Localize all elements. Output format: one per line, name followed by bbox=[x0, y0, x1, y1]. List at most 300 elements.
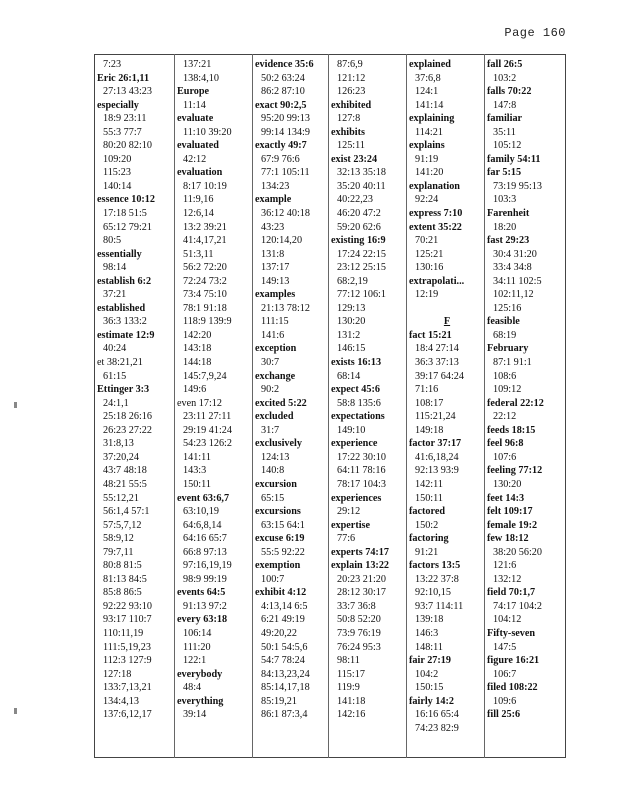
index-reference: 28:12 30:17 bbox=[337, 587, 386, 599]
index-reference: 78:1 91:18 bbox=[183, 302, 227, 314]
index-reference: 81:13 84:5 bbox=[103, 573, 147, 585]
index-reference: 29:12 bbox=[337, 506, 361, 518]
index-term: evidence 35:6 bbox=[255, 59, 314, 70]
index-term: estimate 12:9 bbox=[97, 329, 155, 341]
index-term: exists 16:13 bbox=[331, 357, 382, 369]
index-reference: 50:1 54:5,6 bbox=[261, 641, 308, 653]
index-term: explains bbox=[409, 140, 445, 152]
index-term: familiar bbox=[487, 113, 523, 125]
index-term: figure 16:21 bbox=[487, 655, 540, 667]
index-reference: 149:6 bbox=[183, 384, 207, 396]
index-reference: 93:7 114:11 bbox=[415, 600, 464, 612]
index-reference: 87:6,9 bbox=[337, 59, 363, 70]
index-column-2 bbox=[177, 58, 253, 722]
index-reference: 145:7,9,24 bbox=[183, 370, 227, 382]
index-reference: 20:23 21:20 bbox=[337, 573, 386, 585]
index-reference: 99:14 134:9 bbox=[261, 126, 310, 138]
index-reference: 56:1,4 57:1 bbox=[103, 506, 150, 518]
index-reference: 34:11 102:5 bbox=[493, 275, 542, 287]
index-term: fill 25:6 bbox=[487, 709, 521, 721]
index-reference: et 38:21,21 bbox=[97, 357, 143, 369]
index-reference: 51:3,11 bbox=[183, 248, 214, 260]
index-reference: 106:14 bbox=[183, 627, 212, 639]
index-reference: 115:17 bbox=[337, 668, 365, 680]
index-term: explaining bbox=[409, 113, 455, 125]
index-term: far 5:15 bbox=[487, 167, 522, 179]
column-divider bbox=[174, 54, 175, 758]
index-reference: 37:6,8 bbox=[415, 72, 441, 84]
index-reference: 43:7 48:18 bbox=[103, 465, 147, 477]
index-term: evaluate bbox=[177, 113, 214, 125]
index-reference: 13:2 39:21 bbox=[183, 221, 227, 233]
index-reference: 142:11 bbox=[415, 478, 443, 490]
index-term: excursion bbox=[255, 478, 297, 490]
index-reference: 142:16 bbox=[337, 709, 366, 721]
index-reference: 31:8,13 bbox=[103, 438, 134, 450]
index-reference: 36:3 133:2 bbox=[103, 316, 147, 328]
index-reference: 137:21 bbox=[183, 59, 212, 70]
index-reference: 25:18 26:16 bbox=[103, 411, 152, 423]
index-reference: 115:23 bbox=[103, 167, 131, 179]
index-reference: 64:6,8,14 bbox=[183, 519, 222, 531]
index-reference: 17:24 22:15 bbox=[337, 248, 386, 260]
index-term: explanation bbox=[409, 180, 460, 192]
index-term: example bbox=[255, 194, 292, 206]
index-term: family 54:11 bbox=[487, 153, 541, 165]
index-term: exhibited bbox=[331, 99, 372, 111]
index-reference: 111:15 bbox=[261, 316, 289, 328]
index-reference: 36:12 40:18 bbox=[261, 208, 310, 220]
index-reference: 141:11 bbox=[183, 451, 211, 463]
index-reference: 63:10,19 bbox=[183, 506, 219, 518]
index-term: Farenheit bbox=[487, 208, 530, 220]
index-reference: 127:8 bbox=[337, 113, 361, 125]
index-reference: 18:9 23:11 bbox=[103, 113, 147, 125]
index-reference: 125:21 bbox=[415, 248, 444, 260]
index-term: explain 13:22 bbox=[331, 560, 390, 572]
index-term: exhibit 4:12 bbox=[255, 587, 307, 599]
scan-mark bbox=[14, 708, 17, 714]
index-reference: 95:20 99:13 bbox=[261, 113, 310, 125]
index-term: every 63:18 bbox=[177, 614, 228, 626]
index-reference: 50:2 63:24 bbox=[261, 72, 305, 84]
index-reference: 92:22 93:10 bbox=[103, 600, 152, 612]
index-term: factors 13:5 bbox=[409, 560, 461, 572]
index-term: excited 5:22 bbox=[255, 397, 307, 409]
index-reference: 131:8 bbox=[261, 248, 285, 260]
index-reference: 105:12 bbox=[493, 140, 522, 152]
index-term: felt 109:17 bbox=[487, 506, 533, 518]
index-reference: 129:13 bbox=[337, 302, 366, 314]
index-reference: 147:8 bbox=[493, 99, 517, 111]
index-reference: 149:10 bbox=[337, 424, 366, 436]
index-term: excluded bbox=[255, 411, 294, 423]
index-term: fall 26:5 bbox=[487, 59, 523, 70]
index-term: Fifty-seven bbox=[487, 627, 536, 639]
index-column-5 bbox=[409, 58, 485, 735]
index-reference: 40:22,23 bbox=[337, 194, 373, 206]
index-reference: 11:14 bbox=[183, 99, 206, 111]
index-reference: 41:6,18,24 bbox=[415, 451, 459, 463]
index-term: filed 108:22 bbox=[487, 682, 538, 694]
index-term: express 7:10 bbox=[409, 208, 463, 220]
index-reference: 77:6 bbox=[337, 533, 356, 545]
index-reference: 142:20 bbox=[183, 329, 212, 341]
index-reference: 35:11 bbox=[493, 126, 516, 138]
index-reference: 63:15 64:1 bbox=[261, 519, 305, 531]
index-term: explained bbox=[409, 59, 451, 70]
index-reference: 139:18 bbox=[415, 614, 444, 626]
index-column-1 bbox=[97, 58, 173, 722]
index-reference: 39:14 bbox=[183, 709, 207, 721]
index-term: feel 96:8 bbox=[487, 438, 524, 450]
index-reference: 68:14 bbox=[337, 370, 361, 382]
index-reference: 77:12 106:1 bbox=[337, 289, 386, 301]
index-reference: 71:16 bbox=[415, 384, 439, 396]
index-reference: 121:12 bbox=[337, 72, 366, 84]
index-term: existing 16:9 bbox=[331, 235, 386, 247]
index-reference: 74:17 104:2 bbox=[493, 600, 542, 612]
index-reference: 120:14,20 bbox=[261, 235, 303, 247]
index-reference: 43:23 bbox=[261, 221, 285, 233]
index-reference: 80:8 81:5 bbox=[103, 560, 142, 572]
index-reference: 86:2 87:10 bbox=[261, 86, 305, 98]
index-reference: 42:12 bbox=[183, 153, 207, 165]
index-reference: 33:7 36:8 bbox=[337, 600, 376, 612]
index-reference: 87:1 91:1 bbox=[493, 357, 532, 369]
index-reference: 130:20 bbox=[337, 316, 366, 328]
index-reference: 103:3 bbox=[493, 194, 517, 206]
index-reference: 16:16 65:4 bbox=[415, 709, 459, 721]
index-reference: 66:8 97:13 bbox=[183, 546, 227, 558]
index-reference: 150:15 bbox=[415, 682, 444, 694]
index-reference: 41:4,17,21 bbox=[183, 235, 227, 247]
index-reference: 130:20 bbox=[493, 478, 522, 490]
index-reference: 85:8 86:5 bbox=[103, 587, 142, 599]
index-term: factor 37:17 bbox=[409, 438, 462, 450]
index-reference: 65:15 bbox=[261, 492, 285, 504]
index-reference: 92:24 bbox=[415, 194, 439, 206]
index-reference: 18:20 bbox=[493, 221, 517, 233]
index-reference: 55:5 92:22 bbox=[261, 546, 305, 558]
index-reference: 134:4,13 bbox=[103, 695, 139, 707]
index-reference: 149:13 bbox=[261, 275, 290, 287]
index-reference: 93:17 110:7 bbox=[103, 614, 152, 626]
index-reference: 114:21 bbox=[415, 126, 443, 138]
index-reference: 77:1 105:11 bbox=[261, 167, 310, 179]
index-term: essentially bbox=[97, 248, 142, 260]
index-term: female 19:2 bbox=[487, 519, 538, 531]
index-reference: 84:13,23,24 bbox=[261, 668, 310, 680]
index-reference: 7:23 bbox=[103, 59, 122, 70]
index-reference: 107:6 bbox=[493, 451, 517, 463]
index-reference: 91:19 bbox=[415, 153, 439, 165]
index-reference: 54:7 78:24 bbox=[261, 655, 305, 667]
index-reference: 70:21 bbox=[415, 235, 439, 247]
index-reference: 141:14 bbox=[415, 99, 444, 111]
index-reference: 59:20 62:6 bbox=[337, 221, 381, 233]
index-reference: 148:11 bbox=[415, 641, 443, 653]
index-term: everything bbox=[177, 695, 224, 707]
index-reference: 143:18 bbox=[183, 343, 212, 355]
index-term: experiences bbox=[331, 492, 382, 504]
index-reference: 92:10,15 bbox=[415, 587, 451, 599]
index-reference: 57:5,7,12 bbox=[103, 519, 142, 531]
index-reference: 147:5 bbox=[493, 641, 517, 653]
index-column-6 bbox=[487, 58, 563, 722]
index-reference: 61:15 bbox=[103, 370, 127, 382]
index-reference: 138:4,10 bbox=[183, 72, 219, 84]
index-reference: 90:2 bbox=[261, 384, 280, 396]
index-reference: 134:23 bbox=[261, 180, 290, 192]
index-reference: 115:21,24 bbox=[415, 411, 456, 423]
index-reference: 146:15 bbox=[337, 343, 366, 355]
index-term: exchange bbox=[255, 370, 296, 382]
index-term: established bbox=[97, 302, 146, 314]
index-reference: 141:6 bbox=[261, 329, 285, 341]
index-reference: 65:12 79:21 bbox=[103, 221, 152, 233]
index-term: essence 10:12 bbox=[97, 194, 155, 206]
index-reference: 150:2 bbox=[415, 519, 439, 531]
index-reference: 119:9 bbox=[337, 682, 360, 694]
index-reference: 49:20,22 bbox=[261, 627, 297, 639]
index-reference: 32:13 35:18 bbox=[337, 167, 386, 179]
index-term: expertise bbox=[331, 519, 371, 531]
index-term: excuse 6:19 bbox=[255, 533, 305, 545]
index-reference: 111:5,19,23 bbox=[103, 641, 151, 653]
index-term: feet 14:3 bbox=[487, 492, 525, 504]
index-term: fact 15:21 bbox=[409, 329, 452, 341]
index-reference: 150:11 bbox=[415, 492, 443, 504]
index-term: extent 35:22 bbox=[409, 221, 462, 233]
index-term: exist 23:24 bbox=[331, 153, 378, 165]
index-reference: 102:11,12 bbox=[493, 289, 534, 301]
section-letter: F bbox=[443, 316, 451, 328]
index-reference: 37:20,24 bbox=[103, 451, 139, 463]
index-term: expectations bbox=[331, 411, 385, 423]
index-reference: 98:14 bbox=[103, 262, 127, 274]
index-reference: 11:10 39:20 bbox=[183, 126, 232, 138]
index-reference: 24:1,1 bbox=[103, 397, 129, 409]
index-reference: 55:12,21 bbox=[103, 492, 139, 504]
index-reference: 98:11 bbox=[337, 655, 360, 667]
index-term: extrapolati... bbox=[409, 275, 465, 287]
index-reference: 73:9 76:19 bbox=[337, 627, 381, 639]
index-reference: 106:7 bbox=[493, 668, 517, 680]
index-reference: 104:2 bbox=[415, 668, 439, 680]
index-reference: 22:12 bbox=[493, 411, 517, 423]
index-term: exclusively bbox=[255, 438, 302, 450]
index-reference: 121:6 bbox=[493, 560, 517, 572]
scan-mark bbox=[14, 402, 17, 408]
index-term: exhibits bbox=[331, 126, 365, 138]
index-reference: 17:22 30:10 bbox=[337, 451, 386, 463]
index-reference: 29:19 41:24 bbox=[183, 424, 232, 436]
index-reference: 67:9 76:6 bbox=[261, 153, 300, 165]
index-column-4 bbox=[331, 58, 407, 722]
index-reference: 104:12 bbox=[493, 614, 522, 626]
index-reference: 86:1 87:3,4 bbox=[261, 709, 308, 721]
index-term: field 70:1,7 bbox=[487, 587, 536, 599]
index-reference: 108:6 bbox=[493, 370, 517, 382]
index-reference: 118:9 139:9 bbox=[183, 316, 232, 328]
index-reference: 46:20 47:2 bbox=[337, 208, 381, 220]
index-term: few 18:12 bbox=[487, 533, 529, 545]
index-reference: 39:17 64:24 bbox=[415, 370, 464, 382]
index-reference: 4:13,14 6:5 bbox=[261, 600, 308, 612]
index-reference: 125:16 bbox=[493, 302, 522, 314]
index-reference: 141:20 bbox=[415, 167, 444, 179]
index-reference: 133:7,13,21 bbox=[103, 682, 152, 694]
index-term: federal 22:12 bbox=[487, 397, 544, 409]
index-term: evaluated bbox=[177, 140, 219, 152]
index-term: everybody bbox=[177, 668, 223, 680]
index-reference: 137:6,12,17 bbox=[103, 709, 152, 721]
index-term: excursions bbox=[255, 506, 301, 518]
index-term: experience bbox=[331, 438, 378, 450]
index-reference: 23:12 25:15 bbox=[337, 262, 386, 274]
index-reference: 124:13 bbox=[261, 451, 290, 463]
index-term: establish 6:2 bbox=[97, 275, 152, 287]
index-reference: 68:19 bbox=[493, 329, 517, 341]
index-reference: 112:3 127:9 bbox=[103, 655, 152, 667]
index-term: especially bbox=[97, 99, 139, 111]
index-reference: even 17:12 bbox=[177, 397, 222, 409]
index-term: exemption bbox=[255, 560, 301, 572]
index-term: examples bbox=[255, 289, 296, 301]
index-reference: 35:20 40:11 bbox=[337, 180, 386, 192]
index-reference: 149:18 bbox=[415, 424, 444, 436]
index-term: exactly 49:7 bbox=[255, 140, 307, 152]
index-term: exact 90:2,5 bbox=[255, 99, 307, 111]
index-reference: 64:11 78:16 bbox=[337, 465, 386, 477]
index-reference: 140:14 bbox=[103, 180, 132, 192]
index-reference: 6:21 49:19 bbox=[261, 614, 305, 626]
index-reference: 17:18 51:5 bbox=[103, 208, 147, 220]
index-reference: 108:17 bbox=[415, 397, 444, 409]
index-reference: 30:4 31:20 bbox=[493, 248, 537, 260]
index-reference: 76:24 95:3 bbox=[337, 641, 381, 653]
index-term: Eric 26:1,11 bbox=[97, 72, 150, 84]
index-term: feeling 77:12 bbox=[487, 465, 543, 477]
index-reference: 11:9,16 bbox=[183, 194, 214, 206]
index-reference: 150:11 bbox=[183, 478, 211, 490]
index-reference: 78:17 104:3 bbox=[337, 478, 386, 490]
index-reference: 23:11 27:11 bbox=[183, 411, 232, 423]
index-reference: 50:8 52:20 bbox=[337, 614, 381, 626]
index-reference: 80:5 bbox=[103, 235, 122, 247]
index-reference: 146:3 bbox=[415, 627, 439, 639]
index-reference: 79:7,11 bbox=[103, 546, 134, 558]
index-term: fair 27:19 bbox=[409, 655, 451, 667]
index-reference: 56:2 72:20 bbox=[183, 262, 227, 274]
index-reference: 27:13 43:23 bbox=[103, 86, 152, 98]
index-term: factored bbox=[409, 506, 446, 518]
index-reference: 80:20 82:10 bbox=[103, 140, 152, 152]
index-term: factoring bbox=[409, 533, 449, 545]
index-reference: 54:23 126:2 bbox=[183, 438, 232, 450]
index-reference: 130:16 bbox=[415, 262, 444, 274]
index-reference: 58:9,12 bbox=[103, 533, 134, 545]
index-reference: 18:4 27:14 bbox=[415, 343, 459, 355]
index-reference: 132:12 bbox=[493, 573, 522, 585]
index-reference: 111:20 bbox=[183, 641, 211, 653]
index-reference: 72:24 73:2 bbox=[183, 275, 227, 287]
index-reference: 58:8 135:6 bbox=[337, 397, 381, 409]
index-reference: 97:16,19,19 bbox=[183, 560, 232, 572]
index-term: experts 74:17 bbox=[331, 546, 389, 558]
index-reference: 109:20 bbox=[103, 153, 132, 165]
index-reference: 125:11 bbox=[337, 140, 365, 152]
index-column-3 bbox=[255, 58, 331, 722]
index-reference: 91:13 97:2 bbox=[183, 600, 227, 612]
index-term: fairly 14:2 bbox=[409, 695, 454, 707]
index-term: event 63:6,7 bbox=[177, 492, 230, 504]
index-term: feasible bbox=[487, 316, 520, 328]
index-reference: 21:13 78:12 bbox=[261, 302, 310, 314]
index-reference: 68:2,19 bbox=[337, 275, 368, 287]
index-term: events 64:5 bbox=[177, 587, 226, 599]
index-reference: 31:7 bbox=[261, 424, 280, 436]
index-term: falls 70:22 bbox=[487, 86, 532, 98]
index-reference: 91:21 bbox=[415, 546, 439, 558]
index-reference: 30:7 bbox=[261, 357, 280, 369]
index-reference: 8:17 10:19 bbox=[183, 180, 227, 192]
index-reference: 109:6 bbox=[493, 695, 517, 707]
index-reference: 55:3 77:7 bbox=[103, 126, 142, 138]
index-reference: 110:11,19 bbox=[103, 627, 144, 639]
index-reference: 73:19 95:13 bbox=[493, 180, 542, 192]
index-reference: 40:24 bbox=[103, 343, 127, 355]
index-reference: 64:16 65:7 bbox=[183, 533, 227, 545]
page-number: Page 160 bbox=[504, 26, 566, 40]
index-reference: 85:14,17,18 bbox=[261, 682, 310, 694]
index-reference: 12:6,14 bbox=[183, 208, 214, 220]
index-reference: 103:2 bbox=[493, 72, 517, 84]
index-reference: 124:1 bbox=[415, 86, 439, 98]
index-reference: 143:3 bbox=[183, 465, 207, 477]
index-term: evaluation bbox=[177, 167, 223, 179]
index-term: expect 45:6 bbox=[331, 384, 380, 396]
index-reference: 48:21 55:5 bbox=[103, 478, 147, 490]
index-term: February bbox=[487, 343, 529, 355]
index-reference: 126:23 bbox=[337, 86, 366, 98]
index-reference: 92:13 93:9 bbox=[415, 465, 459, 477]
index-reference: 38:20 56:20 bbox=[493, 546, 542, 558]
index-term: exception bbox=[255, 343, 297, 355]
index-reference: 109:12 bbox=[493, 384, 522, 396]
index-reference: 131:2 bbox=[337, 329, 361, 341]
index-reference: 127:18 bbox=[103, 668, 132, 680]
index-term: Ettinger 3:3 bbox=[97, 384, 150, 396]
index-reference: 74:23 82:9 bbox=[415, 722, 459, 734]
index-reference: 33:4 34:8 bbox=[493, 262, 532, 274]
index-reference: 85:19,21 bbox=[261, 695, 297, 707]
index-reference: 122:1 bbox=[183, 655, 207, 667]
index-reference: 141:18 bbox=[337, 695, 366, 707]
index-term: feeds 18:15 bbox=[487, 424, 536, 436]
index-reference: 13:22 37:8 bbox=[415, 573, 459, 585]
index-reference: 98:9 99:19 bbox=[183, 573, 227, 585]
index-reference: 37:21 bbox=[103, 289, 127, 301]
index-reference: 48:4 bbox=[183, 682, 202, 694]
index-reference: 137:17 bbox=[261, 262, 290, 274]
index-reference: 36:3 37:13 bbox=[415, 357, 459, 369]
index-reference: 12:19 bbox=[415, 289, 439, 301]
index-reference: 100:7 bbox=[261, 573, 285, 585]
index-reference: 140:8 bbox=[261, 465, 285, 477]
index-reference: 73:4 75:10 bbox=[183, 289, 227, 301]
